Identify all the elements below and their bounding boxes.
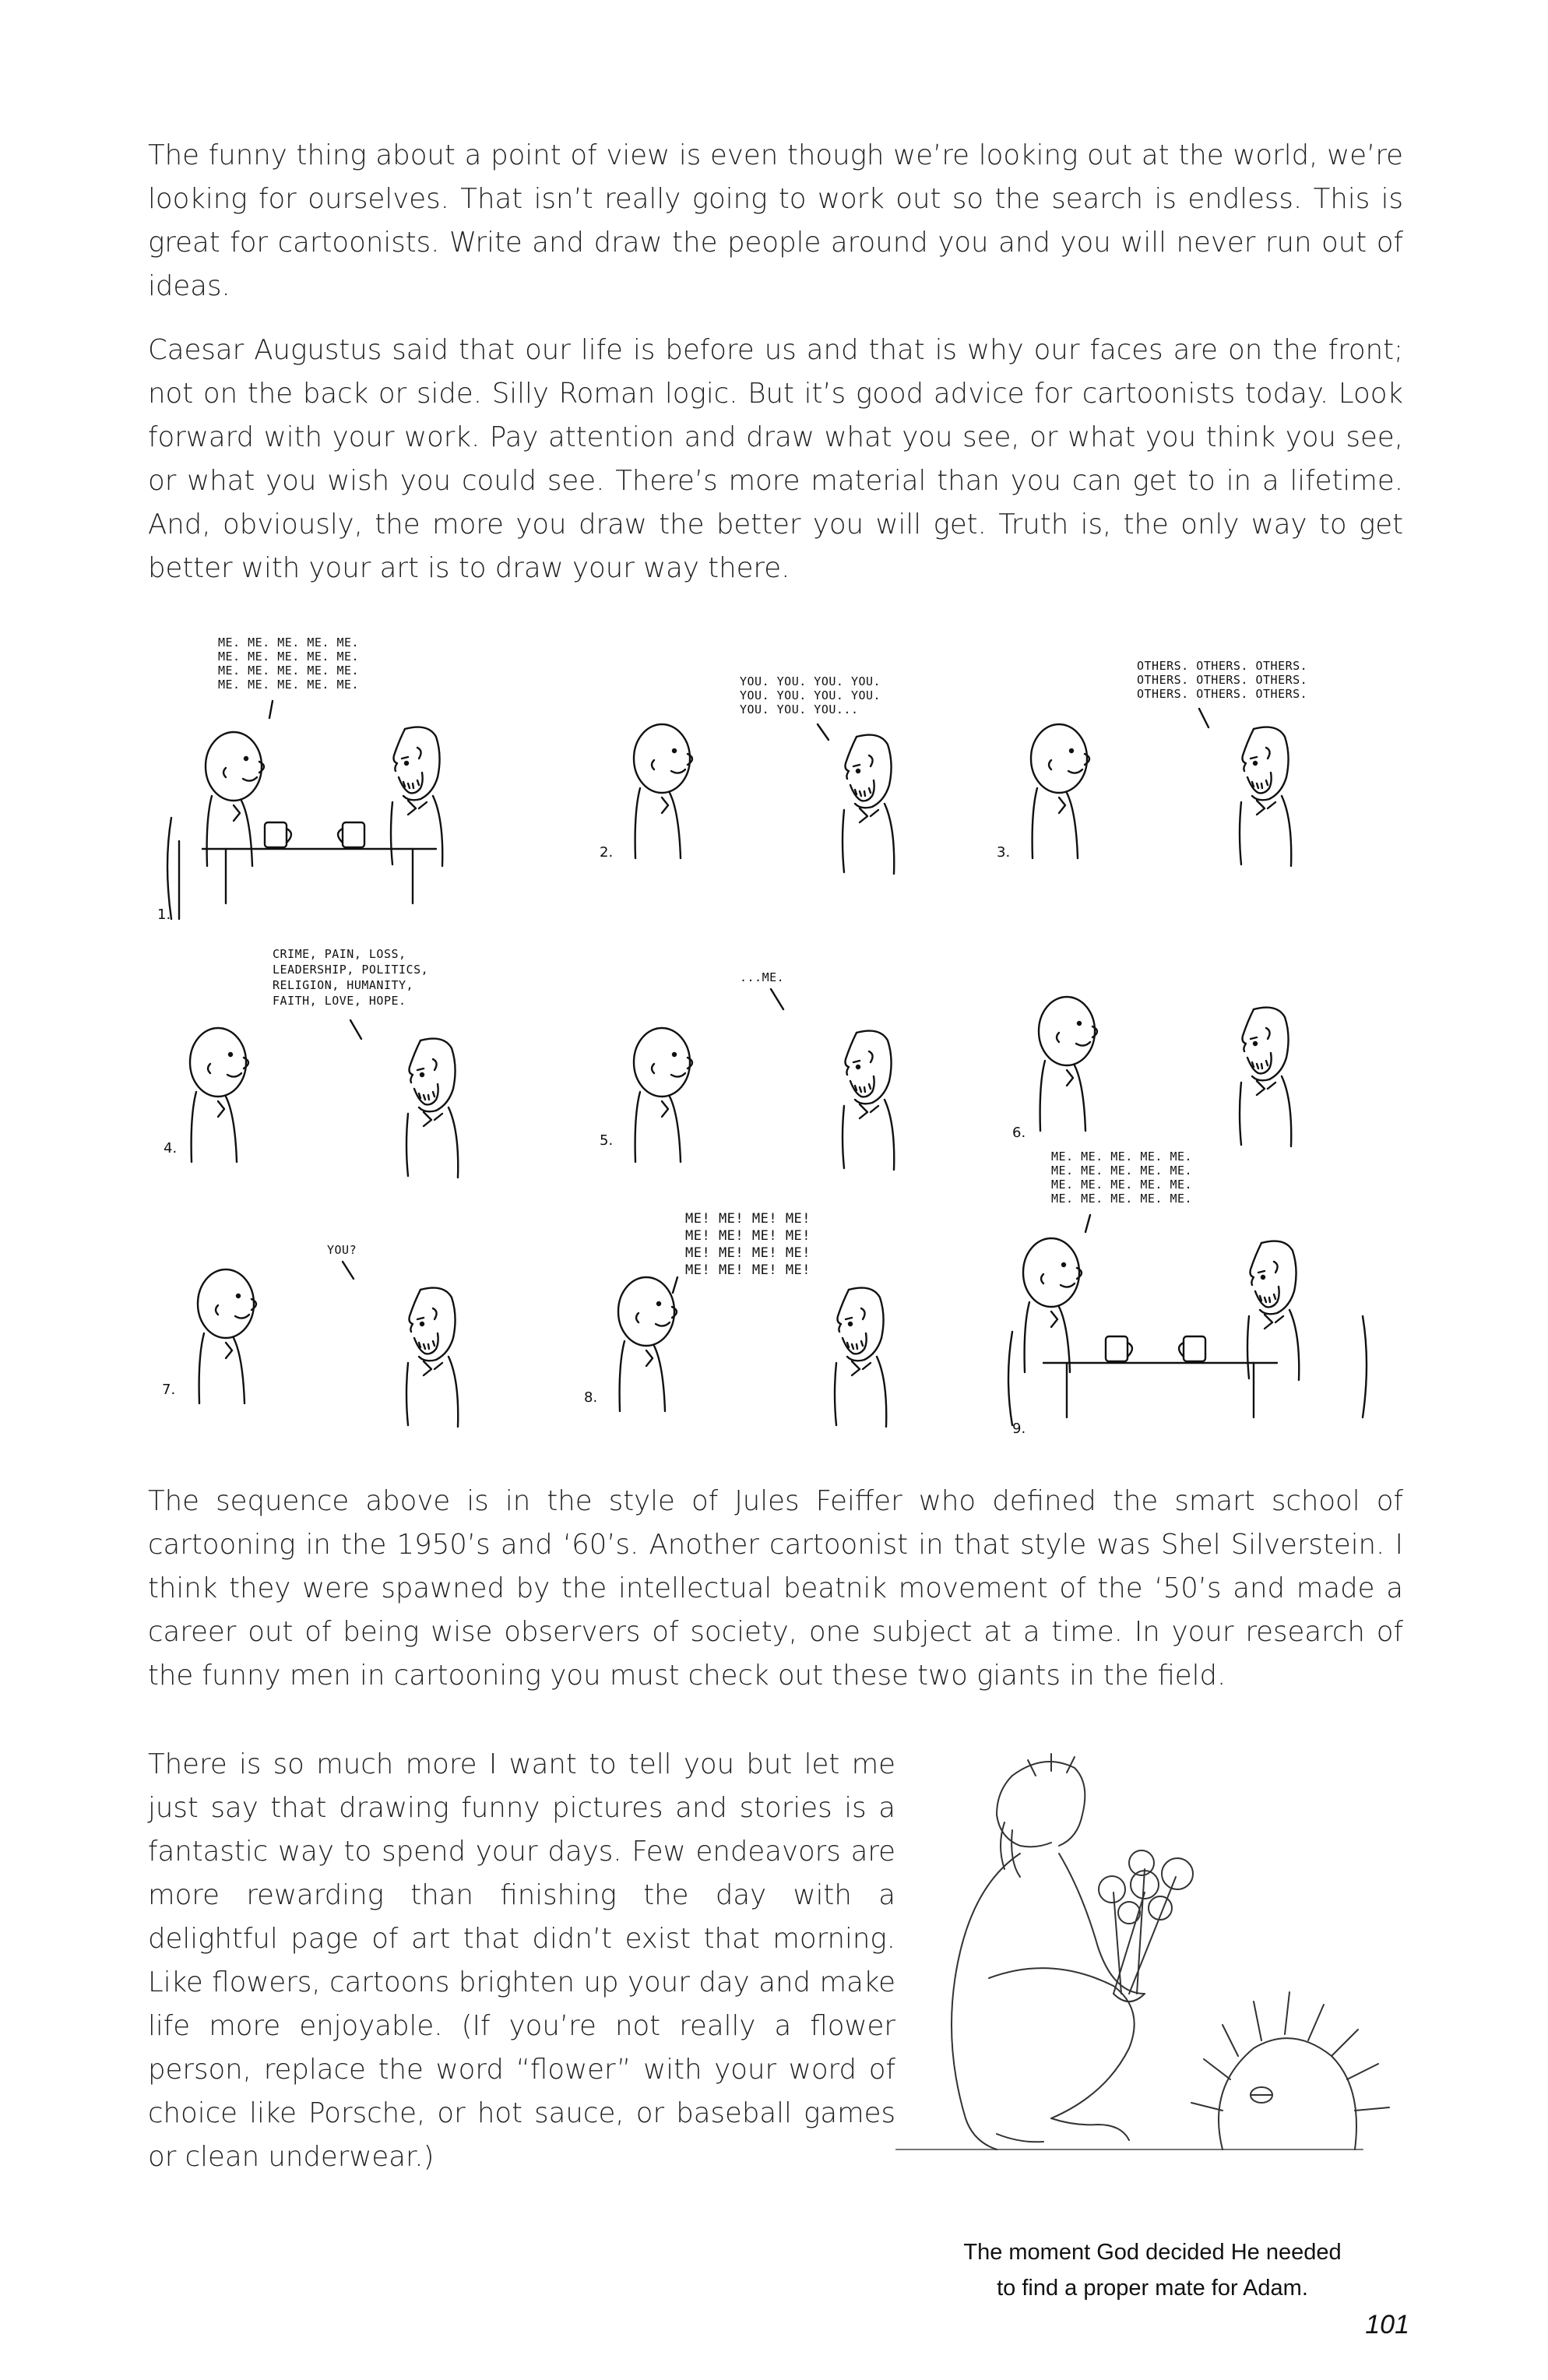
panel-7-bald-man <box>198 1269 256 1403</box>
panel-9-speech-line: ME. ME. ME. ME. ME. <box>1051 1164 1193 1178</box>
panel-8-speech-line: ME! ME! ME! ME! <box>685 1211 811 1227</box>
panel-5-speech-line: ...ME. <box>740 970 785 984</box>
panel-4-bearded-man <box>406 1039 458 1178</box>
panel-4-speech-line: LEADERSHIP, POLITICS, <box>273 963 429 977</box>
panel-1-bearded-man <box>391 727 442 866</box>
panel-1-number: 1. <box>157 907 171 923</box>
panel-5-bearded-man <box>843 1031 894 1170</box>
panel-5-bald-man <box>634 1028 692 1162</box>
panel-5 <box>600 970 894 1170</box>
panel-2 <box>600 674 894 874</box>
panel-2-speech-line: YOU. YOU. YOU. YOU. <box>740 674 881 688</box>
panel-3-speech-line: OTHERS. OTHERS. OTHERS. <box>1137 673 1308 687</box>
panel-1-speech-line: ME. ME. ME. ME. ME. <box>218 678 360 692</box>
paragraph-point-of-view: The funny thing about a point of view is even though we’re looking out at the world, we’re looking for ourselves. That isn’t really going to work out so the search is endless. This is great for cartoonists. Write and draw the people around you and you will never run out of ideas. <box>148 139 1403 302</box>
panel-4-number: 4. <box>164 1140 178 1157</box>
panel-2-speech-line: YOU. YOU. YOU. YOU. <box>740 688 881 702</box>
panel-9-bearded-man <box>1247 1241 1299 1380</box>
panel-6-number: 6. <box>1012 1125 1026 1141</box>
panel-4 <box>164 947 458 1178</box>
panel-8-number: 8. <box>584 1389 598 1406</box>
panel-8-speech-line: ME! ME! ME! ME! <box>685 1262 811 1278</box>
panel-6-bearded-man <box>1240 1008 1291 1146</box>
panel-1-speech-line: ME. ME. ME. ME. ME. <box>218 635 360 650</box>
panel-2-speech-line: YOU. YOU. YOU... <box>740 702 859 716</box>
panel-2-number: 2. <box>600 844 614 861</box>
illustration-caption-line: The moment God decided He needed <box>963 2240 1342 2265</box>
panel-2-bearded-man <box>843 735 894 874</box>
panel-4-speech-line: CRIME, PAIN, LOSS, <box>273 947 406 961</box>
porcupine <box>1191 1992 1389 2149</box>
panel-1-speech-line: ME. ME. ME. ME. ME. <box>218 664 360 678</box>
paragraph-drawing-funny-pictures: There is so much more I want to tell you but let me just say that drawing funny pictures and stories is a fantastic way to spend your days. Few endeavors are more rewarding than finishing the day with a delightful page of art that didn’t exist that morning. Like flowers, cartoons brighten up your day and make life more enjoyable. (If you’re not really a flower person, replace the word “flower” with your word of choice like Porsche, or hot sauce, or baseball games or clean underwear.) <box>148 1748 895 2173</box>
panel-3-number: 3. <box>997 844 1011 861</box>
panel-3 <box>997 659 1307 866</box>
panel-7-number: 7. <box>162 1382 176 1398</box>
panel-8-speech-line: ME! ME! ME! ME! <box>685 1228 811 1244</box>
panel-7 <box>162 1243 458 1427</box>
panel-1-bald-man <box>206 732 264 866</box>
panel-6-bald-man <box>1039 997 1097 1131</box>
panel-9-table <box>1043 1336 1277 1417</box>
flower-bouquet <box>1099 1850 1193 2002</box>
paragraph-jules-feiffer: The sequence above is in the style of Jules Feiffer who defined the smart school of cartooning in the 1950’s and ‘60’s. Another cartoonist in that style was Shel Silverstein. I think they were spawned by the intellectual beatnik movement of the ‘50’s and made a career out of being wise observers of society, one subject at a time. In your research of the funny men in cartooning you must check out these two giants in the field. <box>148 1485 1403 1692</box>
adam-figure <box>952 1754 1145 2149</box>
panel-8-bearded-man <box>835 1288 886 1427</box>
panel-3-bearded-man <box>1240 727 1291 866</box>
panel-4-speech-line: FAITH, LOVE, HOPE. <box>273 994 406 1008</box>
panel-3-speech-line: OTHERS. OTHERS. OTHERS. <box>1137 659 1308 673</box>
panel-9-speech-line: ME. ME. ME. ME. ME. <box>1051 1150 1193 1164</box>
panel-9-number: 9. <box>1012 1421 1026 1437</box>
page-number: 101 <box>1365 2310 1409 2340</box>
panel-2-bald-man <box>634 724 692 858</box>
panel-3-speech-line: OTHERS. OTHERS. OTHERS. <box>1137 687 1308 701</box>
panel-1-table <box>202 822 436 903</box>
panel-3-bald-man <box>1031 724 1089 858</box>
panel-6 <box>1012 997 1291 1146</box>
panel-8-speech-line: ME! ME! ME! ME! <box>685 1245 811 1261</box>
panel-1 <box>157 635 442 923</box>
paragraph-caesar-augustus: Caesar Augustus said that our life is before us and that is why our faces are on the front; not on the back or side. Silly Roman logic. But it’s good advice for cartoonists today. Look forward with your work. Pay attention and draw what you see, or what you think you see, or what you wish you could see. There’s more material than you can get to in a lifetime. And, obviously, the more you draw the better you will get. Truth is, the only way to get better with your art is to draw your way there. <box>148 334 1403 584</box>
panel-1-speech-line: ME. ME. ME. ME. ME. <box>218 650 360 664</box>
panel-9-speech-line: ME. ME. ME. ME. ME. <box>1051 1178 1193 1192</box>
panel-9-bald-man <box>1023 1238 1082 1372</box>
illustration-caption-line: to find a proper mate for Adam. <box>997 2276 1308 2301</box>
panel-7-bearded-man <box>406 1288 458 1427</box>
panel-4-speech-line: RELIGION, HUMANITY, <box>273 978 414 992</box>
panel-4-bald-man <box>190 1028 248 1162</box>
comic-sequence <box>148 615 1403 1441</box>
panel-9 <box>1008 1150 1367 1437</box>
panel-7-speech-line: YOU? <box>327 1243 357 1257</box>
panel-8-bald-man <box>618 1277 677 1411</box>
illustration-adam-porcupine <box>895 1729 1394 2243</box>
panel-5-number: 5. <box>600 1132 614 1149</box>
panel-8 <box>584 1211 886 1427</box>
panel-9-speech-line: ME. ME. ME. ME. ME. <box>1051 1192 1193 1206</box>
